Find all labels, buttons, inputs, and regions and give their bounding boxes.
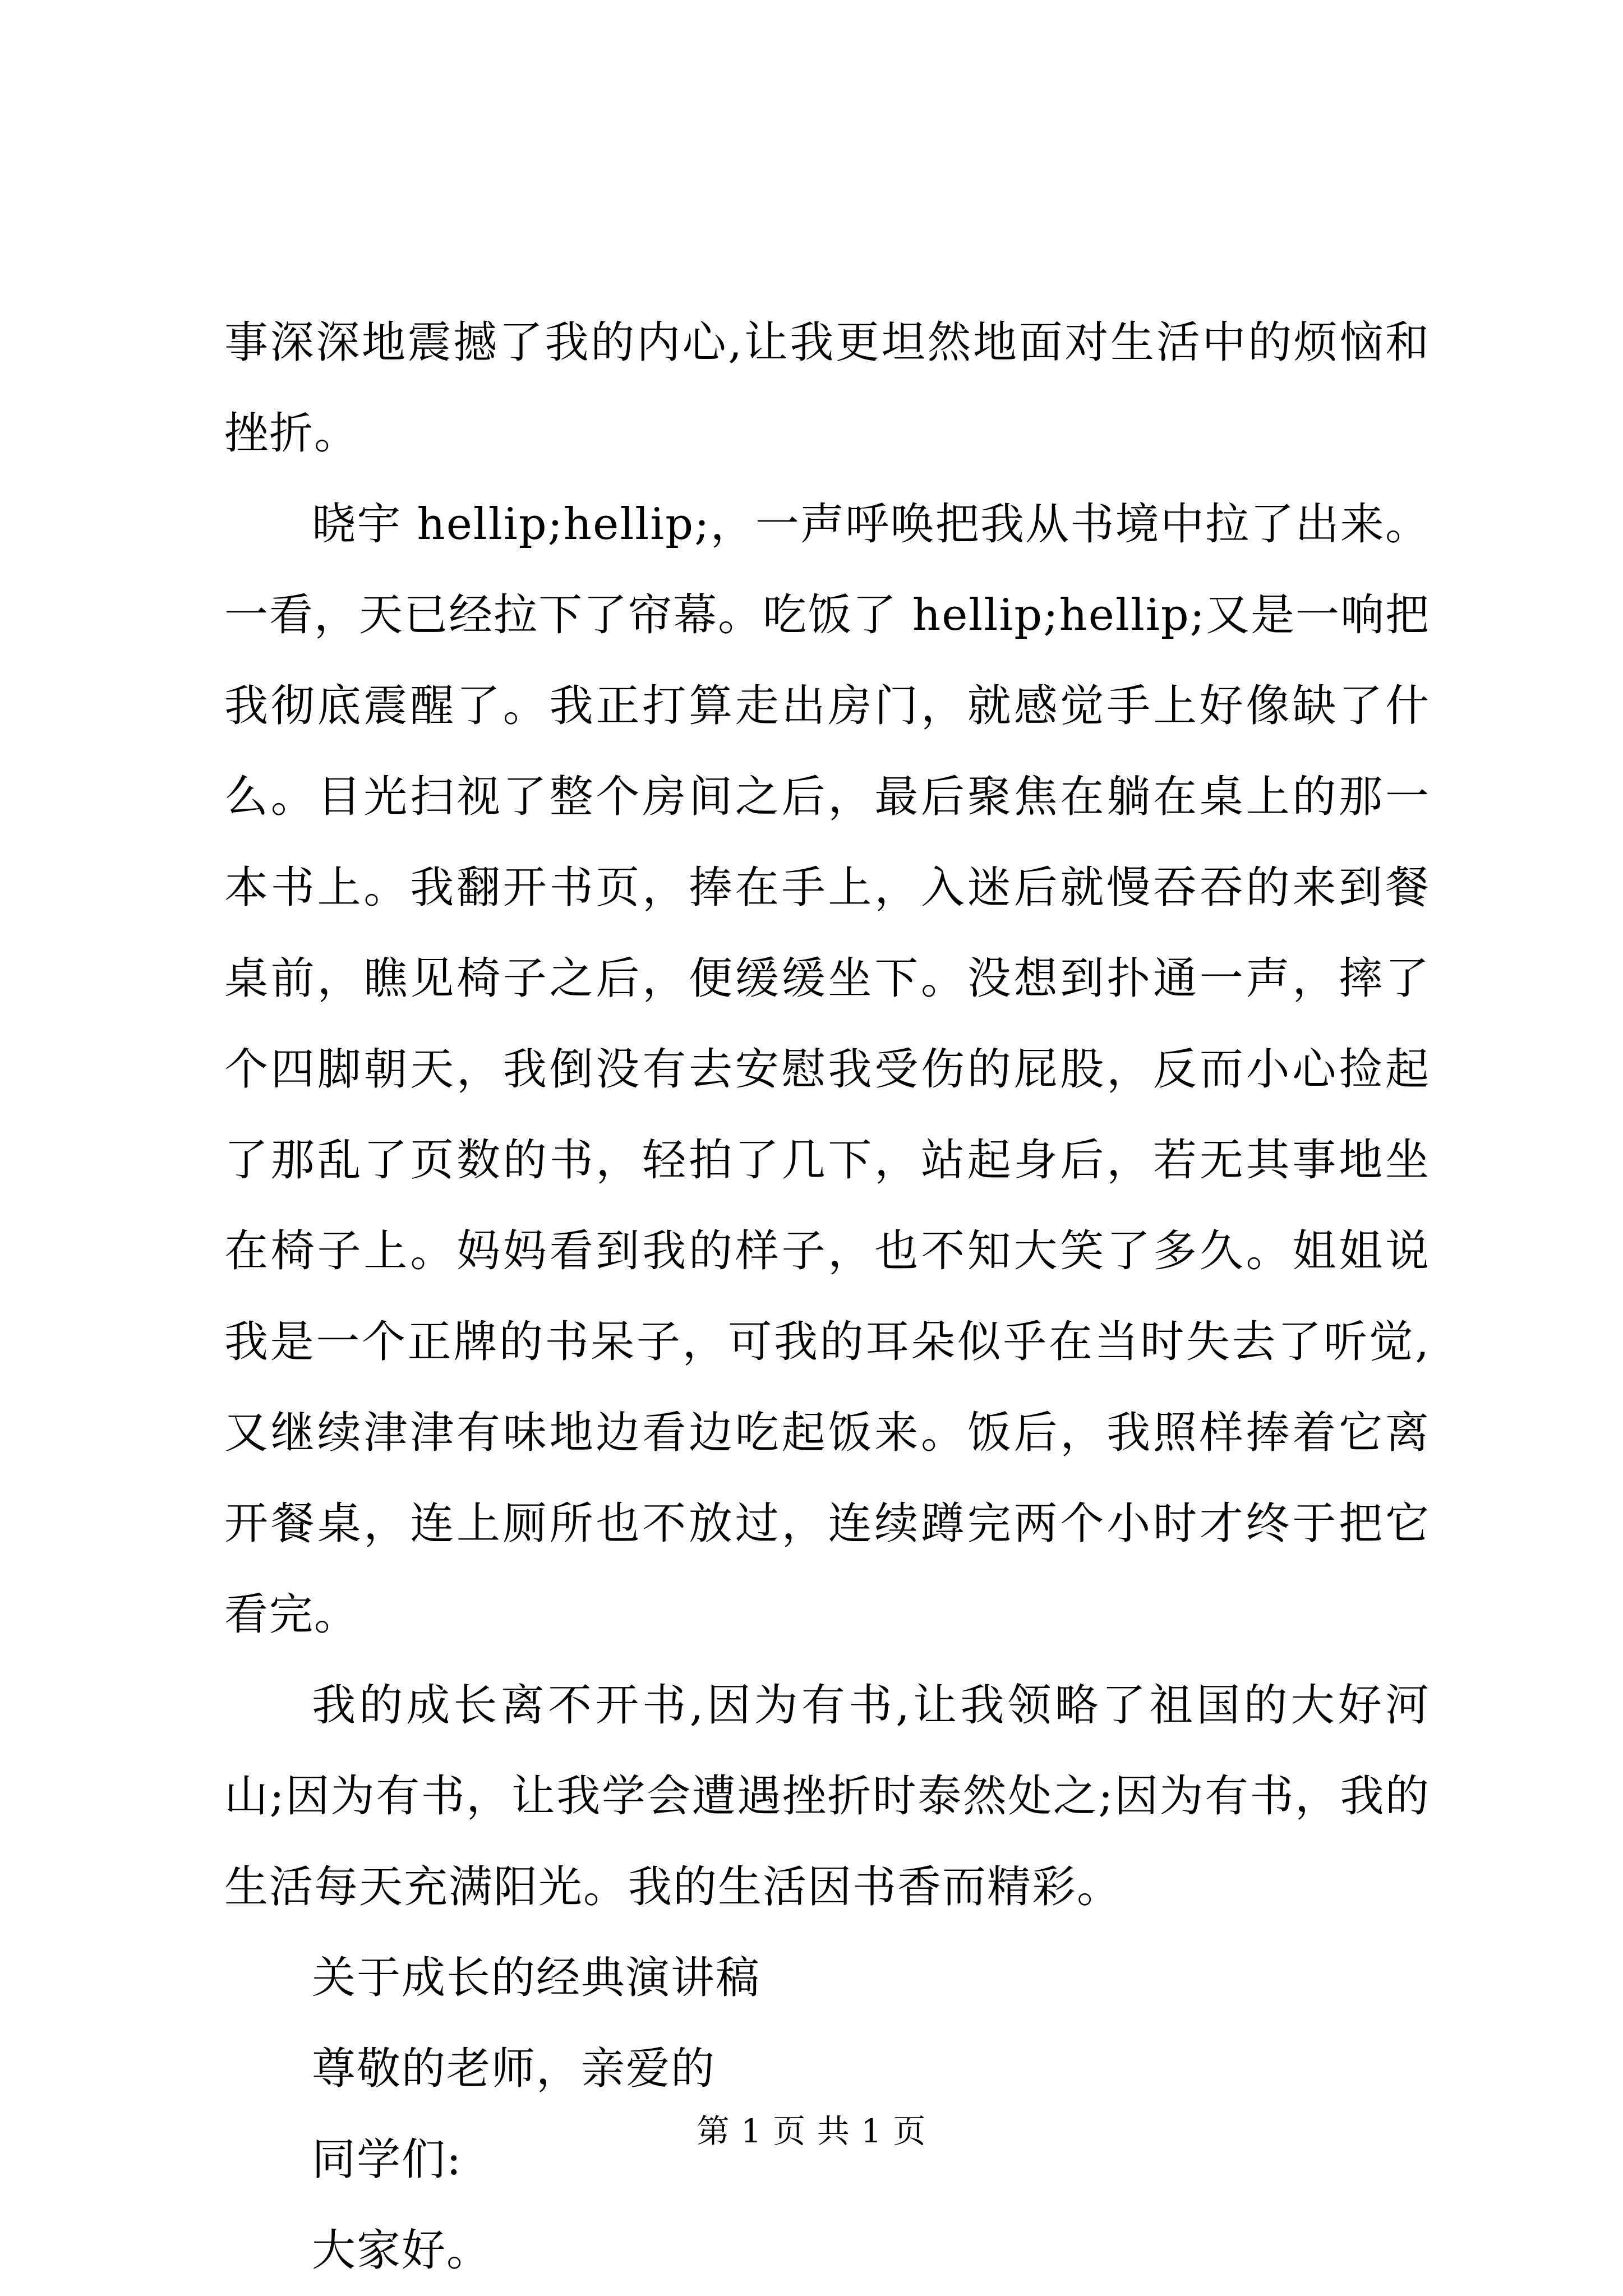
salutation-line-1: 尊敬的老师，亲爱的	[312, 2044, 716, 2094]
paragraph-2: 晓宇 hellip;hellip;，一声呼唤把我从书境中拉了出来。一看，天已经拉下了帘幕。吃饭了 hellip;hellip;又是一响把我彻底震醒了。我正打算走出房门，就感觉手上好像缺了什么。目光扫视了整个房间之后，最后聚焦在躺在桌上的那一本书上。我翻开书页，捧在手上，入迷后就慢吞吞的来到餐桌前，瞧见椅子之后，便缓缓坐下。没想到扑通一声，摔了个四脚朝天，我倒没有去安慰我受伤的屁股，反而小心捡起了那乱了页数的书，轻拍了几下，站起身后，若无其事地坐在椅子上。妈妈看到我的样子，也不知大笑了多久。姐姐说我是一个正牌的书呆子，可我的耳朵似乎在当时失去了听觉,又继续津津有味地边看边吃起饭来。饭后，我照样捧着它离开餐桌，连上厕所也不放过，连续蹲完两个小时才终于把它看完。	[224, 499, 1430, 1640]
document-body	[224, 297, 1430, 2296]
salutation-line-2: 同学们:	[312, 2134, 463, 2185]
paragraph-3: 我的成长离不开书,因为有书,让我领略了祖国的大好河山;因为有书，让我学会遭遇挫折时泰然处之;因为有书，我的生活每天充满阳光。我的生活因书香而精彩。	[224, 1680, 1430, 1912]
speech-title: 关于成长的经典演讲稿	[312, 1953, 761, 2003]
greeting-line: 大家好。	[312, 2225, 492, 2276]
paragraph-1: 事深深地震撼了我的内心,让我更坦然地面对生活中的烦恼和挫折。	[224, 317, 1430, 459]
page-footer: 第 1 页 共 1 页	[697, 2112, 926, 2150]
